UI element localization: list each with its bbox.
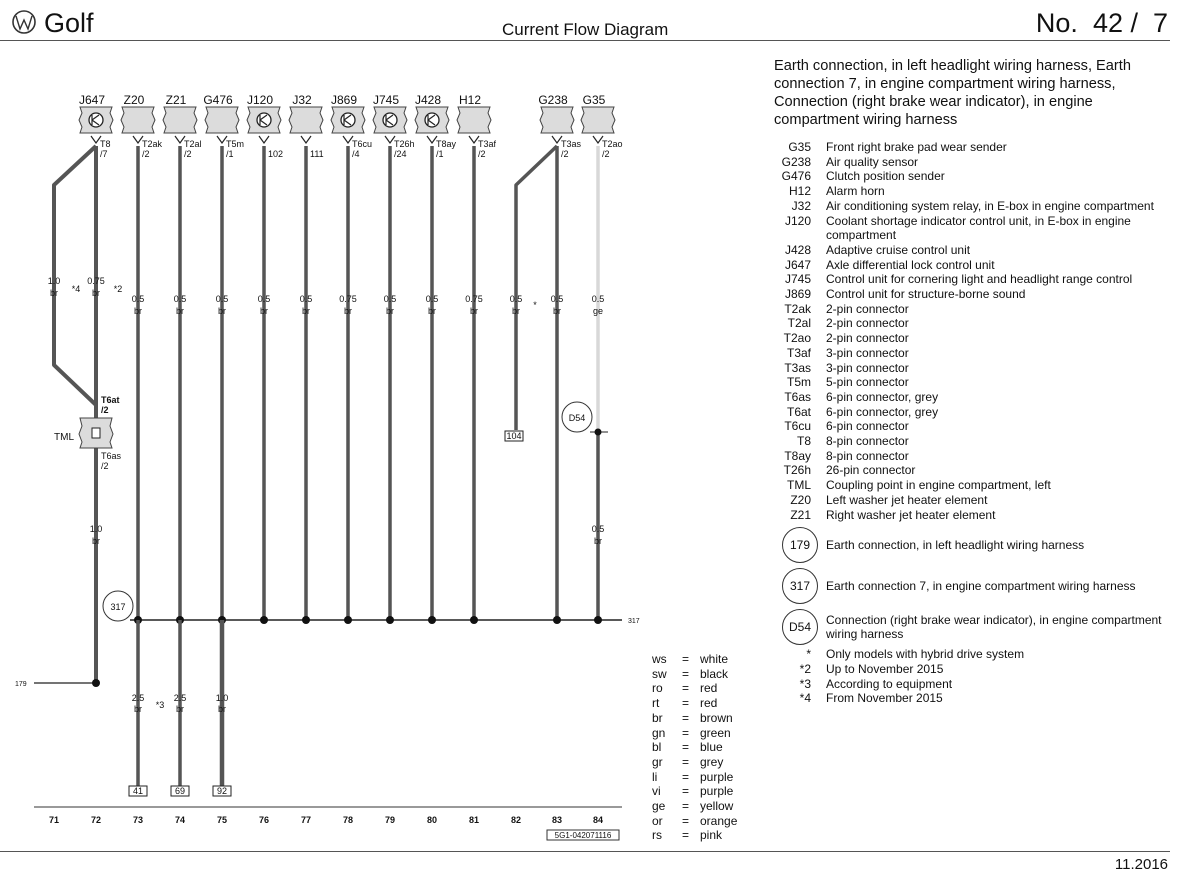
component-label: G35 <box>582 93 606 107</box>
wire-color-label: br <box>552 306 562 316</box>
color-abbr: li <box>652 769 658 784</box>
color-key-row <box>652 828 737 843</box>
color-equals: = <box>682 828 690 843</box>
connector-pin: 102 <box>268 149 284 159</box>
legend-row <box>778 316 1173 331</box>
footnote-desc: Only models with hybrid drive system <box>826 647 1025 662</box>
wire-size-label: 0.5 <box>550 294 564 304</box>
component-box <box>121 107 155 133</box>
junction-dot <box>594 616 602 624</box>
earth-label: 317 <box>110 602 126 612</box>
color-equals: = <box>682 754 690 769</box>
junction-dot <box>260 616 268 624</box>
component-box <box>581 107 615 133</box>
color-abbr: rt <box>652 696 660 711</box>
component-label: Z20 <box>123 93 145 107</box>
connector-pin: /2 <box>184 149 192 159</box>
coupling-label: TML <box>54 432 74 443</box>
footnote-row <box>778 647 1173 662</box>
legend-code: G476 <box>781 169 811 184</box>
legend-row <box>778 419 1173 434</box>
color-key-row <box>652 755 737 770</box>
color-name: purple <box>700 784 734 799</box>
wire-color-label: br <box>259 306 269 316</box>
color-abbr: bl <box>652 740 662 755</box>
legend-row <box>778 302 1173 317</box>
color-key-row <box>652 799 737 814</box>
circled-legend-row <box>778 568 1173 604</box>
color-equals: = <box>682 813 690 828</box>
legend-desc: 3-pin connector <box>826 345 909 360</box>
legend-row <box>778 140 1173 155</box>
wire-size-label: 0.5 <box>257 294 271 304</box>
legend-row <box>778 258 1173 273</box>
pin-arrow-icon <box>259 136 269 143</box>
connector-label: T5m <box>226 139 244 149</box>
color-equals: = <box>682 710 690 725</box>
connector-pin: 111 <box>310 149 324 159</box>
color-name: white <box>700 652 729 666</box>
color-key-row <box>652 681 737 696</box>
legend-code: J428 <box>784 242 811 257</box>
legend-desc: Left washer jet heater element <box>826 492 988 507</box>
legend-code: T6at <box>786 404 811 419</box>
legend-desc: Right washer jet heater element <box>826 507 996 522</box>
component-label: G238 <box>538 93 568 107</box>
track-number: 73 <box>132 815 144 825</box>
circled-code: 317 <box>782 568 818 604</box>
legend-row <box>778 331 1173 346</box>
wire-color-label: br <box>133 704 143 714</box>
color-key-row <box>652 770 737 785</box>
connector-label: T2al <box>184 139 202 149</box>
legend-code: J32 <box>791 198 811 213</box>
wire-color-label: br <box>133 306 143 316</box>
legend-row <box>778 493 1173 508</box>
color-name: black <box>700 666 729 681</box>
legend-code: T8ay <box>784 448 811 463</box>
legend-code: T3af <box>786 345 811 360</box>
color-key-row <box>652 667 737 682</box>
legend-desc: Earth connection, in left headlight wiring harness <box>826 538 1085 553</box>
color-name: brown <box>700 710 733 725</box>
color-name: yellow <box>700 799 734 814</box>
legend-row <box>778 405 1173 420</box>
wire-size-label: 0.5 <box>131 294 145 304</box>
track-number: 71 <box>48 815 60 825</box>
color-abbr: rs <box>652 828 662 843</box>
control-unit-icon <box>383 113 397 127</box>
footnote-marker: *3 <box>155 700 165 710</box>
legend-desc: Earth connection 7, in engine compartment wiring harness <box>826 579 1136 594</box>
track-number: 80 <box>426 815 438 825</box>
legend-desc: Alarm horn <box>826 184 885 199</box>
color-key-row <box>652 784 737 799</box>
wire-color-label: br <box>217 306 227 316</box>
pin-arrow-icon <box>301 136 311 143</box>
wire-size-label: 1.0 <box>47 276 61 286</box>
connector-pin: /1 <box>226 149 234 159</box>
connector-pin: /1 <box>436 149 444 159</box>
wire-size-label: 2.5 <box>131 693 145 703</box>
connector-label: T2ak <box>142 139 163 149</box>
legend-row <box>778 449 1173 464</box>
legend-desc: Coupling point in engine compartment, left <box>826 478 1051 493</box>
wire-size-label: 0.5 <box>509 294 523 304</box>
wire-color-label: br <box>343 306 353 316</box>
wire-size-label: 2.5 <box>173 693 187 703</box>
wire-color-label: br <box>91 288 101 298</box>
connector-label: T3as <box>561 139 582 149</box>
legend-code: T2ak <box>784 301 811 316</box>
component-box <box>457 107 491 133</box>
wire-color-label: br <box>385 306 395 316</box>
color-abbr: ro <box>652 681 663 696</box>
circled-legend-row <box>778 609 1173 645</box>
component-box <box>540 107 574 133</box>
junction-dot <box>344 616 352 624</box>
control-unit-icon <box>257 113 271 127</box>
legend-desc: 6-pin connector, grey <box>826 389 939 404</box>
color-key-row <box>652 740 737 755</box>
footnote-code: * <box>806 647 811 662</box>
wire-color-label: br <box>301 306 311 316</box>
wire-size-label: 0.5 <box>591 294 605 304</box>
component-label: H12 <box>458 93 482 107</box>
circled-code: 179 <box>782 527 818 563</box>
track-number: 78 <box>342 815 354 825</box>
legend-code: T8 <box>796 434 811 449</box>
color-name: red <box>700 681 718 696</box>
legend-desc: Adaptive cruise control unit <box>826 242 971 257</box>
wire-color-label: br <box>469 306 479 316</box>
track-number: 83 <box>551 815 563 825</box>
issue-date: 11.2016 <box>1114 856 1168 873</box>
legend-desc: 26-pin connector <box>826 463 916 478</box>
wire-color-label: br <box>511 306 521 316</box>
legend-code: T2al <box>787 316 811 331</box>
wire-size-label: 0.5 <box>299 294 313 304</box>
connector-pin: /2 <box>101 461 109 471</box>
legend-desc: Air quality sensor <box>826 154 919 169</box>
reference-label: 69 <box>174 786 186 796</box>
footer-divider <box>0 851 1170 852</box>
legend-row <box>778 463 1173 478</box>
junction-dot <box>386 616 394 624</box>
color-name: pink <box>700 828 723 843</box>
legend-code: T6as <box>784 389 811 404</box>
footnote-code: *4 <box>799 691 811 706</box>
component-box <box>289 107 323 133</box>
control-unit-icon <box>89 113 103 127</box>
wire-g238-104 <box>516 146 557 430</box>
connector-label: T26h <box>394 139 415 149</box>
wire-color-label: br <box>175 306 185 316</box>
track-number: 77 <box>300 815 312 825</box>
track-number: 74 <box>174 815 186 825</box>
track-number: 75 <box>216 815 228 825</box>
legend-code: T2ao <box>783 331 811 346</box>
junction-dot <box>302 616 310 624</box>
legend-row <box>778 214 1173 243</box>
track-number: 76 <box>258 815 270 825</box>
junction-dot <box>470 616 478 624</box>
connector-pin: /4 <box>352 149 360 159</box>
legend-desc: Front right brake pad wear sender <box>826 140 1007 154</box>
circled-legend-row <box>778 527 1173 563</box>
reference-label: 41 <box>132 786 144 796</box>
track-number: 84 <box>592 815 604 825</box>
footnote-desc: Up to November 2015 <box>826 661 944 676</box>
color-abbr: vi <box>652 784 661 799</box>
color-key-row <box>652 726 737 741</box>
legend-code: J745 <box>784 272 811 287</box>
legend-row <box>778 346 1173 361</box>
legend-desc: Control unit for structure-borne sound <box>826 287 1026 302</box>
legend-code: J120 <box>784 213 811 228</box>
legend-desc: 2-pin connector <box>826 301 909 316</box>
connector-label: T6cu <box>352 139 373 149</box>
component-legend <box>778 140 1173 706</box>
color-equals: = <box>682 652 690 666</box>
legend-desc: Axle differential lock control unit <box>826 257 995 272</box>
wire-size-label: 0.5 <box>173 294 187 304</box>
component-box <box>163 107 197 133</box>
footnote-marker: *2 <box>113 284 123 294</box>
footnote-row <box>778 691 1173 706</box>
color-name: green <box>700 725 731 740</box>
footnote-desc: From November 2015 <box>826 691 943 706</box>
footnote-row <box>778 662 1173 677</box>
junction-dot <box>428 616 436 624</box>
connector-label: T2ao <box>602 139 623 149</box>
color-name: grey <box>700 754 724 769</box>
legend-row <box>778 272 1173 287</box>
color-abbr: br <box>652 710 663 725</box>
coupling-icon <box>92 428 100 438</box>
legend-desc: 6-pin connector, grey <box>826 404 939 419</box>
legend-row <box>778 184 1173 199</box>
color-key-row <box>652 652 737 667</box>
legend-row <box>778 199 1173 214</box>
wire-size-label: 0.75 <box>339 294 357 304</box>
color-abbr: sw <box>652 666 667 681</box>
connector-pin: /24 <box>394 149 407 159</box>
component-label: Z21 <box>165 93 187 107</box>
color-key <box>652 652 737 843</box>
color-abbr: ge <box>652 799 666 814</box>
connector-pin: /2 <box>561 149 569 159</box>
component-label: J647 <box>78 93 106 107</box>
component-label: G476 <box>203 93 233 107</box>
color-name: purple <box>700 769 734 784</box>
legend-code: H12 <box>788 184 811 199</box>
color-equals: = <box>682 725 690 740</box>
legend-code: T3as <box>784 360 811 375</box>
legend-desc: 5-pin connector <box>826 375 909 390</box>
wire-size-label: 0.5 <box>383 294 397 304</box>
color-equals: = <box>682 666 690 681</box>
wire-color-label: br <box>593 536 603 546</box>
earth-line-label: 179 <box>15 681 27 688</box>
connector-label: T8 <box>100 139 111 149</box>
splice-label: D54 <box>568 413 586 423</box>
legend-code: T5m <box>787 375 811 390</box>
legend-row <box>778 243 1173 258</box>
footnote-desc: According to equipment <box>826 676 953 691</box>
wire-size-label: 1.0 <box>215 693 229 703</box>
junction-dot <box>595 429 602 436</box>
component-label: J120 <box>246 93 274 107</box>
legend-desc: Connection (right brake wear indicator), in engine compartment wiring harness <box>826 613 1162 642</box>
connector-label: T3af <box>478 139 497 149</box>
footnote-marker: * <box>533 300 537 310</box>
diagram-subject: Earth connection, in left headlight wiring harness, Earth connection 7, in engine compartment wiring harness, Connection (right brake wear indicator), in engine compartment wiring harness <box>774 58 1131 128</box>
connector-pin: /2 <box>602 149 610 159</box>
junction-dot <box>92 679 100 687</box>
legend-desc: Air conditioning system relay, in E-box in engine compartment <box>826 198 1154 213</box>
wire-size-label: 0.5 <box>425 294 439 304</box>
legend-row <box>778 508 1173 523</box>
legend-code: TML <box>787 478 811 493</box>
legend-row <box>778 390 1173 405</box>
legend-row <box>778 361 1173 376</box>
legend-desc: 8-pin connector <box>826 448 909 463</box>
color-abbr: gr <box>652 754 663 769</box>
color-name: red <box>700 696 718 711</box>
wire-size-label: 1.0 <box>89 524 103 534</box>
color-equals: = <box>682 740 690 755</box>
legend-code: J869 <box>784 287 811 302</box>
brand-name: Golf <box>44 8 94 38</box>
legend-desc: 6-pin connector <box>826 419 909 434</box>
legend-code: G238 <box>781 154 811 169</box>
vw-logo-icon <box>13 11 35 33</box>
legend-row <box>778 287 1173 302</box>
color-equals: = <box>682 696 690 711</box>
legend-row <box>778 478 1173 493</box>
legend-desc: Coolant shortage indicator control unit, in E-box in engine compartment <box>826 213 1131 243</box>
wire-color-label: br <box>175 704 185 714</box>
color-name: orange <box>700 813 738 828</box>
legend-row <box>778 155 1173 170</box>
color-key-row <box>652 711 737 726</box>
color-key-row <box>652 696 737 711</box>
component-label: J32 <box>292 93 312 107</box>
footnote-code: *2 <box>799 661 811 676</box>
component-label: J869 <box>330 93 358 107</box>
legend-code: Z20 <box>790 492 811 507</box>
wire-size-label: 0.75 <box>465 294 483 304</box>
legend-code: J647 <box>784 257 811 272</box>
track-number: 81 <box>468 815 480 825</box>
connector-pin: /2 <box>478 149 486 159</box>
legend-desc: 8-pin connector <box>826 434 909 449</box>
legend-row <box>778 434 1173 449</box>
circled-code: D54 <box>782 609 818 645</box>
legend-row <box>778 169 1173 184</box>
connector-pin: /2 <box>101 405 109 415</box>
legend-desc: Clutch position sender <box>826 169 945 184</box>
component-label: J428 <box>414 93 442 107</box>
earth-bus-label: 317 <box>628 618 640 625</box>
footnote-marker: *4 <box>71 284 81 294</box>
diagram-number: No. 42 / 7 <box>1035 8 1168 38</box>
vw-logo-mark <box>16 16 32 29</box>
color-equals: = <box>682 784 690 799</box>
color-equals: = <box>682 799 690 814</box>
component-label: J745 <box>372 93 400 107</box>
track-number: 79 <box>384 815 396 825</box>
legend-desc: Control unit for cornering light and headlight range control <box>826 272 1133 287</box>
track-number: 82 <box>510 815 522 825</box>
legend-code: T26h <box>783 463 811 478</box>
legend-code: T6cu <box>784 419 811 434</box>
connector-label: T6at <box>101 395 120 405</box>
connector-pin: /7 <box>100 149 108 159</box>
color-abbr: or <box>652 813 663 828</box>
control-unit-icon <box>341 113 355 127</box>
footnote-row <box>778 677 1173 692</box>
wire-size-label: 0.5 <box>215 294 229 304</box>
color-name: blue <box>700 740 723 755</box>
component-box <box>205 107 239 133</box>
wire-color-label: br <box>427 306 437 316</box>
connector-pin: /2 <box>142 149 150 159</box>
page-title: Current Flow Diagram <box>502 20 669 39</box>
connector-label: T8ay <box>436 139 457 149</box>
color-key-row <box>652 814 737 829</box>
legend-code: Z21 <box>790 507 811 522</box>
color-equals: = <box>682 769 690 784</box>
reference-label: 104 <box>506 431 522 441</box>
legend-row <box>778 375 1173 390</box>
doc-id-label: 5G1-042071116 <box>554 831 612 840</box>
wire-size-label: 0.75 <box>87 276 105 286</box>
track-number: 72 <box>90 815 102 825</box>
wire-color-label: ge <box>592 306 604 316</box>
color-abbr: gn <box>652 725 666 740</box>
wire-color-label: br <box>91 536 101 546</box>
legend-code: G35 <box>788 140 811 154</box>
color-equals: = <box>682 681 690 696</box>
wire-color-label: br <box>217 704 227 714</box>
legend-desc: 2-pin connector <box>826 316 909 331</box>
wire-size-label: 0.5 <box>591 524 605 534</box>
wire-color-label: br <box>49 288 59 298</box>
reference-label: 92 <box>216 786 228 796</box>
color-abbr: ws <box>652 652 667 666</box>
legend-desc: 2-pin connector <box>826 331 909 346</box>
legend-desc: 3-pin connector <box>826 360 909 375</box>
control-unit-icon <box>425 113 439 127</box>
footnote-code: *3 <box>799 676 811 691</box>
connector-label: T6as <box>101 451 122 461</box>
junction-dot <box>553 616 561 624</box>
header-divider <box>0 40 1170 41</box>
